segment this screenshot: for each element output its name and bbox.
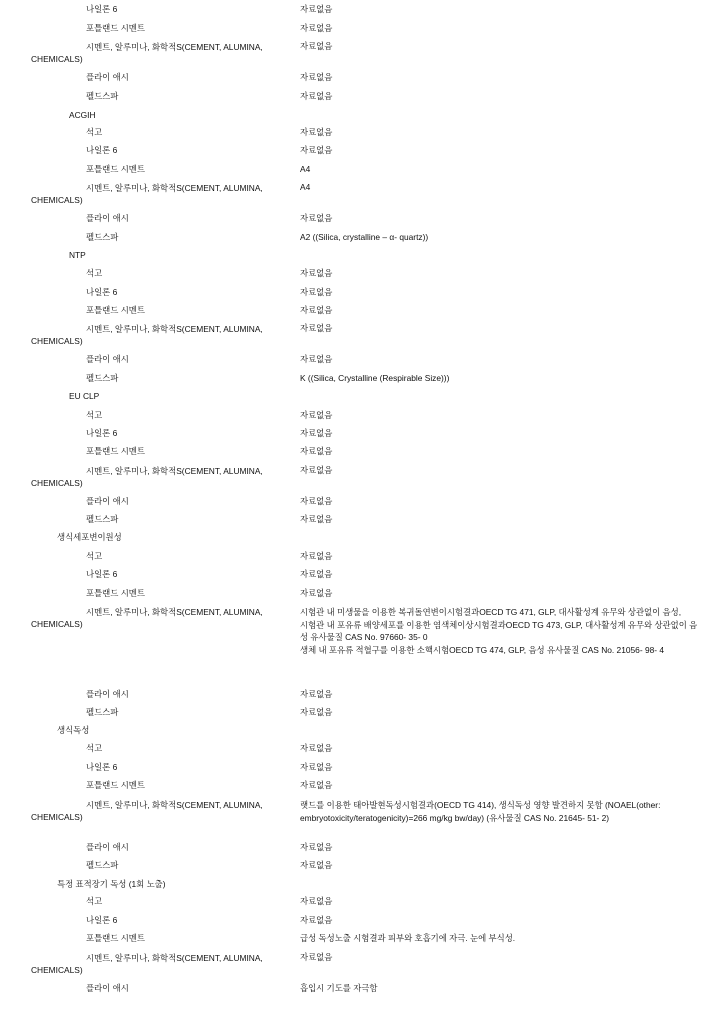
substance-value: 자료없음 xyxy=(300,842,333,852)
substance-name: 석고 xyxy=(86,268,103,278)
substance-name: 시멘트, 알루미나, 화학적S(CEMENT, ALUMINA, CHEMICALS) xyxy=(31,183,263,205)
substance-value: 자료없음 xyxy=(300,145,333,155)
substance-value: 자료없음 xyxy=(300,780,333,790)
substance-name: 포틀랜드 시멘트 xyxy=(86,588,145,598)
section-title-acgih: ACGIH xyxy=(69,110,96,120)
substance-name: 시멘트, 알루미나, 화학적S(CEMENT, ALUMINA, CHEMICALS) xyxy=(31,800,263,822)
substance-name: 석고 xyxy=(86,410,103,420)
substance-value: 자료없음 xyxy=(300,446,333,456)
substance-value: 자료없음 xyxy=(300,23,333,33)
substance-name: 포틀랜드 시멘트 xyxy=(86,446,145,456)
substance-name: 포틀랜드 시멘트 xyxy=(86,23,145,33)
substance-name: 포틀랜드 시멘트 xyxy=(86,780,145,790)
substance-name: 나일론 6 xyxy=(86,145,118,155)
substance-value: 자료없음 xyxy=(300,915,333,925)
substance-value: 자료없음 xyxy=(300,896,333,906)
substance-value: 랫드를 이용한 태아발현독성시험결과(OECD TG 414), 생식독성 영향 발견하지 못함 (NOAEL(other: embryotoxicity/teratogenicity)=266 mg/kg bw/day) (유사물질 CAS No. 21645- 51- 2) xyxy=(300,800,661,823)
substance-name: 펠드스파 xyxy=(86,232,119,242)
substance-name: 플라이 애시 xyxy=(86,213,129,223)
substance-name: 플라이 애시 xyxy=(86,689,129,699)
substance-value: 자료없음 xyxy=(300,465,333,475)
substance-value: 자료없음 xyxy=(300,514,333,524)
substance-value: 자료없음 xyxy=(300,323,333,333)
test-result-line: 생체 내 포유류 적혈구를 이용한 소핵시험OECD TG 474, GLP, 음성 유사물질 CAS No. 21056- 98- 4 xyxy=(300,644,665,655)
substance-name: 펠드스파 xyxy=(86,91,119,101)
substance-name: 석고 xyxy=(86,127,103,137)
substance-value: 자료없음 xyxy=(300,689,333,699)
section-title-reproductive-toxicity: 생식독성 xyxy=(57,725,90,735)
substance-value: 자료없음 xyxy=(300,213,333,223)
substance-name: 시멘트, 알루미나, 화학적S(CEMENT, ALUMINA, CHEMICALS) xyxy=(31,953,263,975)
substance-name: 나일론 6 xyxy=(86,287,118,297)
substance-value: A4 xyxy=(300,182,311,192)
substance-name: 석고 xyxy=(86,551,103,561)
substance-value: 자료없음 xyxy=(300,72,333,82)
substance-value: 자료없음 xyxy=(300,91,333,101)
substance-value: 자료없음 xyxy=(300,762,333,772)
substance-value: 자료없음 xyxy=(300,588,333,598)
substance-name: 나일론 6 xyxy=(86,762,118,772)
substance-value: 자료없음 xyxy=(300,860,333,870)
substance-value: 자료없음 xyxy=(300,496,333,506)
substance-name: 플라이 애시 xyxy=(86,496,129,506)
substance-value: 급성 독성노출 시험결과 피부와 호흡기에 자극. 눈에 부식성. xyxy=(300,933,516,943)
substance-name: 석고 xyxy=(86,743,103,753)
substance-value: K ((Silica, Crystalline (Respirable Size))) xyxy=(300,373,450,383)
substance-value: 자료없음 xyxy=(300,410,333,420)
substance-name: 플라이 애시 xyxy=(86,72,129,82)
substance-name: 시멘트, 알루미나, 화학적S(CEMENT, ALUMINA, CHEMICALS) xyxy=(31,324,263,346)
substance-value: 자료없음 xyxy=(300,127,333,137)
substance-name: 펠드스파 xyxy=(86,707,119,717)
substance-name: 플라이 애시 xyxy=(86,983,129,993)
substance-name: 포틀랜드 시멘트 xyxy=(86,164,145,174)
substance-value: 자료없음 xyxy=(300,41,333,51)
substance-name: 나일론 6 xyxy=(86,915,118,925)
section-title-ntp: NTP xyxy=(69,250,86,260)
substance-name: 시멘트, 알루미나, 화학적S(CEMENT, ALUMINA, CHEMICALS) xyxy=(31,607,263,629)
section-title-germ-cell-mutagenicity: 생식세포변이원성 xyxy=(57,532,122,542)
substance-name: 플라이 애시 xyxy=(86,354,129,364)
test-result-line: 시험관 내 포유류 배양세포를 이용한 염색체이상시험결과OECD TG 473, GLP, 대사활성계 유무와 상관없이 음성 유사물질 CAS No. 97660- 35- 0 xyxy=(300,619,698,642)
substance-name: 석고 xyxy=(86,896,103,906)
substance-name: 시멘트, 알루미나, 화학적S(CEMENT, ALUMINA, CHEMICALS) xyxy=(31,466,263,488)
substance-value: 자료없음 xyxy=(300,551,333,561)
substance-value: 자료없음 xyxy=(300,743,333,753)
substance-value: A2 ((Silica, crystalline – α- quartz)) xyxy=(300,232,429,242)
substance-value: 자료없음 xyxy=(300,569,333,579)
substance-value: 자료없음 xyxy=(300,354,333,364)
substance-value: A4 xyxy=(300,164,311,174)
substance-value: 자료없음 xyxy=(300,268,333,278)
substance-name: 나일론 6 xyxy=(86,4,118,14)
substance-name: 펠드스파 xyxy=(86,860,119,870)
substance-value: 자료없음 xyxy=(300,287,333,297)
substance-value: 자료없음 xyxy=(300,952,333,962)
substance-name: 나일론 6 xyxy=(86,428,118,438)
section-title-stot-single: 특정 표적장기 독성 (1회 노출) xyxy=(57,879,166,889)
substance-value: 자료없음 xyxy=(300,428,333,438)
test-result-line: 시험관 내 미생물을 이용한 복귀돌연변이시험결과OECD TG 471, GLP, 대사활성계 유무와 상관없이 음성, xyxy=(300,607,682,617)
substance-name: 포틀랜드 시멘트 xyxy=(86,933,145,943)
substance-value-mutagenicity xyxy=(300,606,700,656)
substance-name: 플라이 애시 xyxy=(86,842,129,852)
substance-name: 펠드스파 xyxy=(86,373,119,383)
substance-value: 자료없음 xyxy=(300,707,333,717)
substance-value: 흡입시 기도를 자극함 xyxy=(300,983,378,993)
substance-value: 자료없음 xyxy=(300,4,333,14)
substance-name: 포틀랜드 시멘트 xyxy=(86,305,145,315)
substance-name: 나일론 6 xyxy=(86,569,118,579)
substance-value: 자료없음 xyxy=(300,305,333,315)
substance-name: 시멘트, 알루미나, 화학적S(CEMENT, ALUMINA, CHEMICALS) xyxy=(31,42,263,64)
section-title-eu-clp: EU CLP xyxy=(69,391,100,401)
substance-name: 펠드스파 xyxy=(86,514,119,524)
